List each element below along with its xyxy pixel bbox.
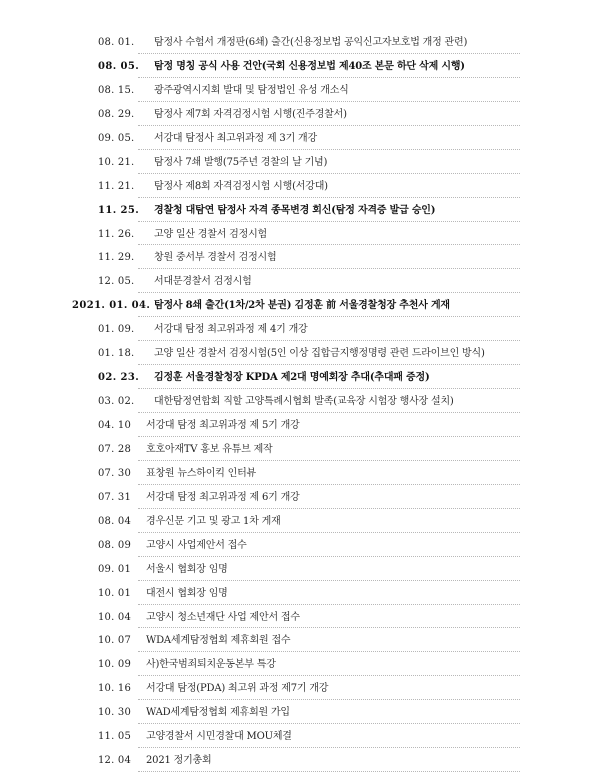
timeline-row — [0, 535, 600, 559]
event-date: 11. 21. — [98, 180, 135, 192]
event-date: 07. 31 — [98, 491, 132, 503]
timeline-row — [0, 200, 600, 224]
timeline-row — [0, 511, 600, 535]
event-text: 2021 정기총회 — [146, 755, 212, 767]
event-text: 서강대 탐정 최고위과정 제 6기 개강 — [146, 491, 300, 503]
event-text: 고양시 사업제안서 접수 — [146, 539, 247, 551]
timeline-row — [0, 295, 600, 319]
event-date: 10. 01 — [98, 587, 132, 599]
event-date: 04. 10 — [98, 420, 132, 431]
event-date: 09. 05. — [98, 132, 135, 144]
event-date: 10. 09 — [98, 659, 132, 671]
event-text: 서대문경찰서 검정시험 — [154, 276, 252, 288]
event-text: 탐정사 제8회 자격검정시험 시행(서강대) — [154, 180, 328, 192]
timeline-row — [0, 319, 600, 343]
timeline-row — [0, 439, 600, 463]
timeline-row — [0, 343, 600, 367]
event-date: 09. 01 — [98, 563, 132, 575]
event-text: 서강대 탐정(PDA) 최고위 과정 제7기 개강 — [146, 683, 329, 695]
timeline-row — [0, 702, 600, 726]
event-text: 탐정사 8쇄 출간(1차/2차 분권) 김정훈 前 서울경찰청장 추천사 게재 — [154, 300, 450, 312]
event-text: 대전시 협회장 임명 — [146, 587, 228, 599]
event-text: 탐정 명칭 공식 사용 건안(국회 신용정보법 제40조 본문 하단 삭제 시행) — [154, 60, 465, 72]
event-text: WDA세계탐정협회 제휴회원 접수 — [146, 635, 291, 647]
event-date: 2021. 01. 04. — [72, 300, 151, 312]
event-text: 대한탐정연합회 직할 고양특례시협회 발족(교육장 시험장 행사장 설치) — [154, 396, 454, 408]
timeline-row — [0, 654, 600, 678]
event-date: 08. 04 — [98, 515, 132, 527]
timeline-row — [0, 367, 600, 391]
event-date: 01. 09. — [98, 324, 135, 336]
event-date: 10. 16 — [98, 683, 132, 695]
event-text: 사)한국범죄퇴치운동본부 특강 — [146, 659, 276, 671]
timeline-row — [0, 583, 600, 607]
event-date: 12. 05. — [98, 276, 135, 288]
event-text: 고양 일산 경찰서 검정시험 — [154, 228, 267, 240]
event-date: 11. 29. — [98, 252, 135, 264]
event-text: 고양시 청소년재단 사업 제안서 접수 — [146, 611, 300, 623]
timeline-row — [0, 32, 600, 56]
event-text: 광주광역시지회 발대 및 탐정법인 유성 개소식 — [154, 84, 349, 96]
timeline-row — [0, 271, 600, 295]
timeline-row — [0, 104, 600, 128]
event-date: 01. 18. — [98, 348, 135, 360]
event-text: 경찰청 대탐연 탐정사 자격 종목변경 회신(탐정 자격증 발급 승인) — [154, 204, 436, 216]
timeline-row — [0, 630, 600, 654]
event-date: 11. 26. — [98, 228, 135, 240]
event-text: WAD세계탐정협회 제휴회원 가입 — [146, 707, 290, 719]
event-date: 10. 30 — [98, 707, 132, 719]
timeline-row — [0, 152, 600, 176]
event-date: 02. 23. — [98, 372, 140, 384]
timeline-row — [0, 224, 600, 248]
event-date: 11. 25. — [98, 204, 140, 216]
event-text: 경우신문 기고 및 광고 1차 게재 — [146, 515, 281, 527]
event-date: 08. 29. — [98, 108, 135, 120]
event-date: 10. 07 — [98, 635, 132, 647]
event-text: 탐정사 제7회 자격검정시험 시행(진주경찰서) — [154, 108, 347, 120]
timeline-list — [0, 32, 600, 774]
event-date: 10. 21. — [98, 156, 135, 168]
event-date: 12. 04 — [98, 755, 132, 767]
event-date: 03. 02. — [98, 396, 135, 408]
event-text: 탐정사 수험서 개정판(6쇄) 출간(신용정보법 공익신고자보호법 개정 관련) — [154, 37, 468, 48]
timeline-row — [0, 750, 600, 774]
event-text: 서강대 탐정 최고위과정 제 5기 개강 — [146, 420, 300, 431]
event-text: 호호아재TV 홍보 유튜브 제작 — [146, 443, 273, 455]
event-date: 08. 15. — [98, 84, 135, 96]
event-text: 서강대 탐정 최고위과정 제 4기 개강 — [154, 324, 308, 336]
timeline-row — [0, 415, 600, 439]
event-text: 서울시 협회장 임명 — [146, 563, 228, 575]
timeline-row — [0, 607, 600, 631]
event-date: 11. 05 — [98, 731, 132, 743]
event-date: 07. 30 — [98, 467, 132, 479]
event-date: 08. 05. — [98, 60, 140, 72]
timeline-row — [0, 559, 600, 583]
timeline-row — [0, 487, 600, 511]
timeline-row — [0, 391, 600, 415]
event-text: 고양 일산 경찰서 검정시험(5인 이상 집합금지행정명령 관련 드라이브인 방식) — [154, 348, 485, 360]
event-text: 창원 중서부 경찰서 검정시험 — [154, 252, 277, 264]
event-text: 김정훈 서울경찰청장 KPDA 제2대 명예회장 추대(추대패 증정) — [154, 372, 430, 384]
event-date: 08. 09 — [98, 539, 132, 551]
event-text: 표창원 뉴스하이킥 인터뷰 — [146, 467, 257, 479]
timeline-row — [0, 463, 600, 487]
timeline-row — [0, 56, 600, 80]
event-date: 10. 04 — [98, 611, 132, 623]
timeline-row — [0, 726, 600, 750]
event-date: 08. 01. — [98, 37, 135, 48]
timeline-row — [0, 128, 600, 152]
timeline-row — [0, 678, 600, 702]
event-date: 07. 28 — [98, 443, 132, 455]
timeline-row — [0, 80, 600, 104]
timeline-row — [0, 176, 600, 200]
timeline-row — [0, 247, 600, 271]
event-text: 고양경찰서 시민경찰대 MOU체결 — [146, 731, 292, 743]
event-text: 탐정사 7쇄 발행(75주년 경찰의 날 기념) — [154, 156, 328, 168]
event-text: 서강대 탐정사 최고위과정 제 3기 개강 — [154, 132, 317, 144]
